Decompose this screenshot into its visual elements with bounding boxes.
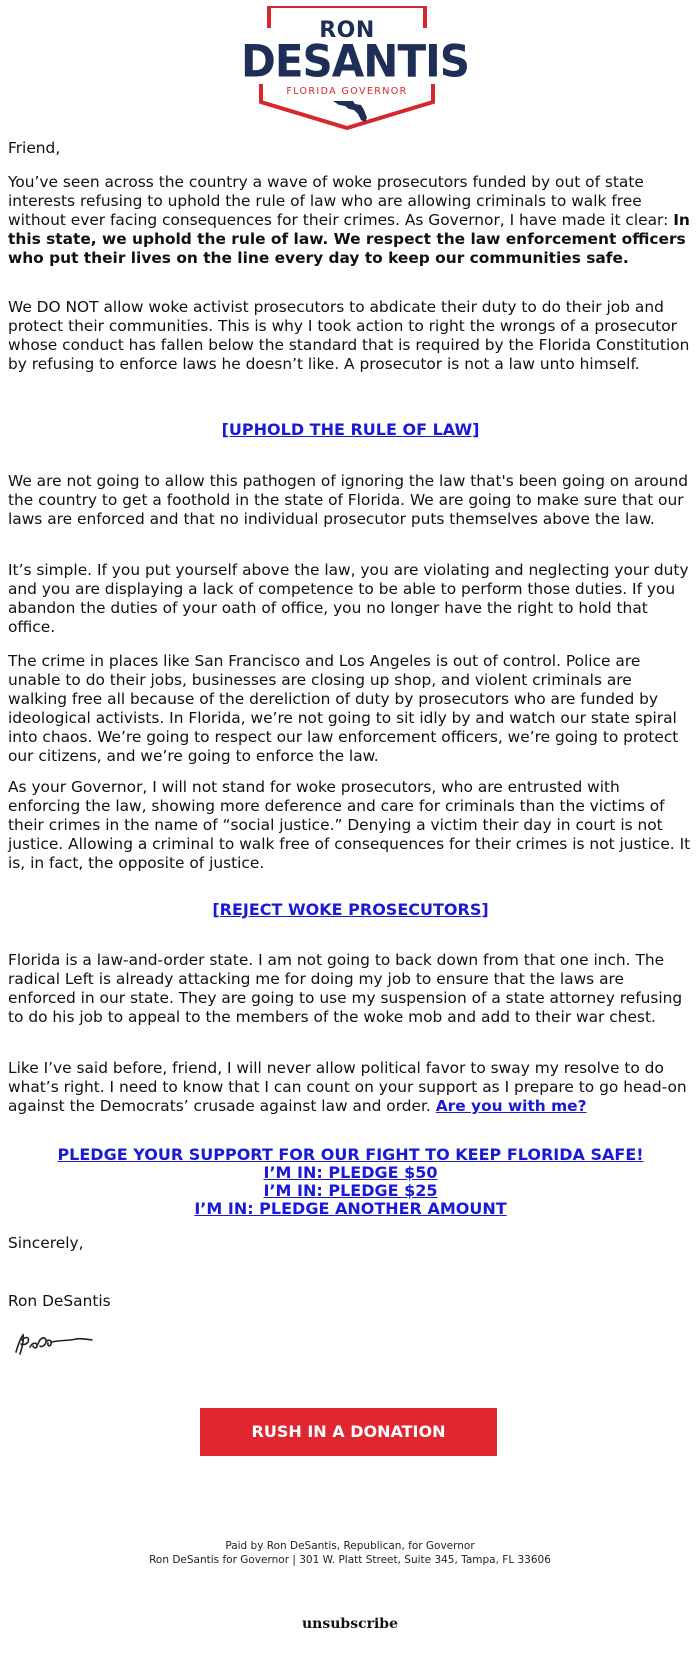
footer-address: Ron DeSantis for Governor | 301 W. Platt Street, Suite 345, Tampa, FL 33606 [149,1554,551,1566]
rush-donation-button[interactable]: RUSH IN A DONATION [200,1408,497,1456]
paragraph-8 [8,1059,693,1116]
pledge-50-link[interactable]: I’M IN: PLEDGE $50 [263,1163,438,1182]
reject-woke-prosecutors-link[interactable]: [REJECT WOKE PROSECUTORS] [212,900,489,919]
paragraph-1 [8,173,693,268]
paragraph-4: It’s simple. If you put yourself above the law, you are violating and neglecting your duty and you are displaying a lack of competence to be able to perform those duties. If you abandon the duties of your oath of office, you no longer have the right to hold that office. [8,561,689,636]
greeting: Friend, [8,139,61,157]
paragraph-1-bold: In this state, we uphold the rule of law. We respect the law enforcement officers who put their lives on the line every day to keep our communities safe. [8,211,690,267]
paragraph-1-text: You’ve seen across the country a wave of woke prosecutors funded by out of state interests refusing to uphold the rule of law who are allowing criminals to walk free without ever facing consequences for their crimes. As Governor, I have made it clear: [8,173,674,229]
pledge-other-link[interactable]: I’M IN: PLEDGE ANOTHER AMOUNT [194,1199,507,1218]
paragraph-3: We are not going to allow this pathogen of ignoring the law that's been going on around the country to get a foothold in the state of Florida. We are going to make sure that our laws are enforced and that no individual prosecutor puts themselves above the law. [8,472,689,528]
paragraph-7: Florida is a law-and-order state. I am not going to back down from that one inch. The radical Left is already attacking me for doing my job to ensure that the laws are enforced in our state. They are going to use my suspension of a state attorney refusing to do his job to appeal to the members of the woke mob and add to their war chest. [8,951,683,1026]
desantis-logo [241,6,469,130]
logo-subtitle: FLORIDA GOVERNOR [286,86,408,97]
are-you-with-me-link[interactable]: Are you with me? [435,1097,587,1115]
footer-paid-by: Paid by Ron DeSantis, Republican, for Governor [225,1540,475,1552]
paragraph-6: As your Governor, I will not stand for woke prosecutors, who are entrusted with enforcing the law, showing more deference and care for criminals than the victims of their crimes in the name of “social justice.” Denying a victim their day in court is not justice. Allowing a criminal to walk free of consequences for their crimes is not justice. It is, in fact, the opposite of justice. [8,778,691,872]
logo-ron: RON [319,18,375,43]
unsubscribe-link[interactable]: unsubscribe [301,1616,398,1632]
paragraph-5: The crime in places like San Francisco and Los Angeles is out of control. Police are unable to do their jobs, businesses are closing up shop, and violent criminals are walking free all because of the dereliction of duty by prosecutors who are funded by ideological activists. In Florida, we’re not going to sit idly by and watch our state spiral into chaos. We’re going to respect our law enforcement officers, we’re going to protect our citizens, and we’re going to enforce the law. [8,652,679,765]
signature-image [10,1330,100,1358]
pledge-25-link[interactable]: I’M IN: PLEDGE $25 [263,1181,438,1200]
logo-desantis: DESANTIS [241,35,469,88]
paragraph-8-text: Like I’ve said before, friend, I will never allow political favor to sway my resolve to do what’s right. I need to know that I can count on your support as I prepare to go head-on against the Democrats’ crusade against law and order. [8,1059,687,1115]
pledge-headline-link[interactable]: PLEDGE YOUR SUPPORT FOR OUR FIGHT TO KEEP FLORIDA SAFE! [57,1145,644,1164]
florida-icon [333,101,367,122]
closing: Sincerely, [8,1234,84,1252]
signer-name: Ron DeSantis [8,1292,111,1310]
paragraph-2: We DO NOT allow woke activist prosecutors to abdicate their duty to do their job and protect their communities. This is why I took action to right the wrongs of a prosecutor whose conduct has fallen below the standard that is required by the Florida Constitution by refusing to enforce laws he doesn’t like. A prosecutor is not a law unto himself. [8,298,690,373]
uphold-rule-of-law-link[interactable]: [UPHOLD THE RULE OF LAW] [221,420,480,439]
